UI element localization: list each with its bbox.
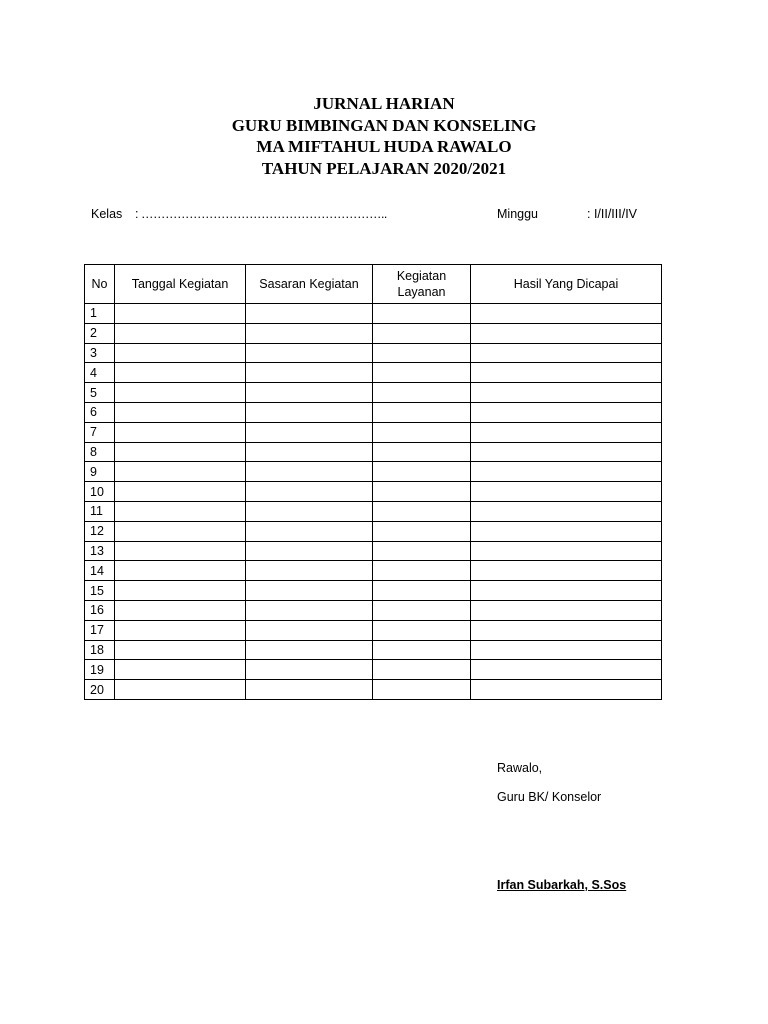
kegiatan-cell	[373, 600, 471, 620]
hasil-cell	[471, 383, 662, 403]
row-number: 20	[85, 680, 115, 700]
title-line-3: MA MIFTAHUL HUDA RAWALO	[256, 137, 512, 156]
sasaran-cell	[246, 383, 373, 403]
title-line-2: GURU BIMBINGAN DAN KONSELING	[231, 115, 537, 135]
hasil-cell	[471, 501, 662, 521]
kegiatan-cell	[373, 660, 471, 680]
sasaran-cell	[246, 304, 373, 324]
header-kegiatan-layanan	[373, 265, 471, 304]
row-number: 11	[85, 501, 115, 521]
journal-body	[85, 304, 662, 700]
table-row	[85, 680, 662, 700]
sasaran-cell	[246, 620, 373, 640]
row-number: 12	[85, 521, 115, 541]
tanggal-cell	[115, 442, 246, 462]
row-number: 16	[85, 600, 115, 620]
row-number: 2	[85, 323, 115, 343]
table-row	[85, 462, 662, 482]
kegiatan-cell	[373, 323, 471, 343]
tanggal-cell	[115, 462, 246, 482]
hasil-cell	[471, 363, 662, 383]
sasaran-cell	[246, 680, 373, 700]
hasil-cell	[471, 422, 662, 442]
sasaran-cell	[246, 660, 373, 680]
table-row	[85, 600, 662, 620]
hasil-cell	[471, 541, 662, 561]
hasil-cell	[471, 462, 662, 482]
hasil-cell	[471, 620, 662, 640]
tanggal-cell	[115, 383, 246, 403]
kegiatan-cell	[373, 541, 471, 561]
hasil-cell	[471, 581, 662, 601]
sasaran-cell	[246, 482, 373, 502]
kegiatan-cell	[373, 304, 471, 324]
table-row	[85, 620, 662, 640]
title-line-1: JURNAL HARIAN	[313, 94, 455, 113]
kegiatan-cell	[373, 680, 471, 700]
table-row	[85, 581, 662, 601]
kegiatan-cell	[373, 363, 471, 383]
row-number: 4	[85, 363, 115, 383]
hasil-cell	[471, 343, 662, 363]
sasaran-cell	[246, 462, 373, 482]
tanggal-cell	[115, 640, 246, 660]
header-kegiatan-line2: Layanan	[397, 285, 446, 299]
kegiatan-cell	[373, 383, 471, 403]
header-hasil-yang-dicapai: Hasil Yang Dicapai	[471, 265, 662, 304]
journal-table	[84, 264, 662, 700]
sasaran-cell	[246, 581, 373, 601]
table-row	[85, 521, 662, 541]
sasaran-cell	[246, 501, 373, 521]
table-row	[85, 422, 662, 442]
kegiatan-cell	[373, 620, 471, 640]
table-row	[85, 541, 662, 561]
hasil-cell	[471, 600, 662, 620]
row-number: 6	[85, 402, 115, 422]
hasil-cell	[471, 640, 662, 660]
kegiatan-cell	[373, 640, 471, 660]
tanggal-cell	[115, 323, 246, 343]
table-row	[85, 304, 662, 324]
tanggal-cell	[115, 304, 246, 324]
minggu-label: Minggu	[497, 207, 538, 221]
table-row	[85, 343, 662, 363]
tanggal-cell	[115, 422, 246, 442]
row-number: 19	[85, 660, 115, 680]
kegiatan-cell	[373, 402, 471, 422]
table-row	[85, 383, 662, 403]
kelas-label: Kelas	[91, 207, 123, 221]
tanggal-cell	[115, 343, 246, 363]
row-number: 10	[85, 482, 115, 502]
kegiatan-cell	[373, 561, 471, 581]
kegiatan-cell	[373, 442, 471, 462]
tanggal-cell	[115, 541, 246, 561]
sasaran-cell	[246, 363, 373, 383]
tanggal-cell	[115, 561, 246, 581]
row-number: 14	[85, 561, 115, 581]
sasaran-cell	[246, 561, 373, 581]
tanggal-cell	[115, 680, 246, 700]
row-number: 15	[85, 581, 115, 601]
document-title	[0, 93, 768, 179]
kegiatan-cell	[373, 581, 471, 601]
sasaran-cell	[246, 600, 373, 620]
table-row	[85, 561, 662, 581]
row-number: 3	[85, 343, 115, 363]
kegiatan-cell	[373, 462, 471, 482]
sasaran-cell	[246, 640, 373, 660]
kegiatan-cell	[373, 343, 471, 363]
table-row	[85, 660, 662, 680]
sasaran-cell	[246, 541, 373, 561]
header-no: No	[85, 265, 115, 304]
tanggal-cell	[115, 600, 246, 620]
hasil-cell	[471, 482, 662, 502]
hasil-cell	[471, 304, 662, 324]
row-number: 17	[85, 620, 115, 640]
tanggal-cell	[115, 620, 246, 640]
hasil-cell	[471, 442, 662, 462]
header-kegiatan-line1: Kegiatan	[396, 269, 447, 283]
hasil-cell	[471, 521, 662, 541]
row-number: 9	[85, 462, 115, 482]
row-number: 7	[85, 422, 115, 442]
hasil-cell	[471, 323, 662, 343]
tanggal-cell	[115, 521, 246, 541]
row-number: 5	[85, 383, 115, 403]
row-number: 1	[85, 304, 115, 324]
tanggal-cell	[115, 660, 246, 680]
sasaran-cell	[246, 402, 373, 422]
kegiatan-cell	[373, 482, 471, 502]
hasil-cell	[471, 561, 662, 581]
signature-name: Irfan Subarkah, S.Sos	[497, 878, 627, 892]
tanggal-cell	[115, 363, 246, 383]
kegiatan-cell	[373, 521, 471, 541]
tanggal-cell	[115, 402, 246, 422]
signature-role: Guru BK/ Konselor	[497, 790, 602, 804]
table-row	[85, 363, 662, 383]
row-number: 18	[85, 640, 115, 660]
header-sasaran-kegiatan: Sasaran Kegiatan	[246, 265, 373, 304]
row-number: 8	[85, 442, 115, 462]
tanggal-cell	[115, 482, 246, 502]
title-line-4: TAHUN PELAJARAN 2020/2021	[261, 158, 507, 178]
tanggal-cell	[115, 501, 246, 521]
table-header-row	[85, 265, 662, 304]
kelas-value: : ……………………………………………………..	[135, 207, 387, 221]
table-row	[85, 501, 662, 521]
sasaran-cell	[246, 442, 373, 462]
hasil-cell	[471, 402, 662, 422]
sasaran-cell	[246, 422, 373, 442]
minggu-value: : I/II/III/IV	[587, 207, 638, 221]
tanggal-cell	[115, 581, 246, 601]
kegiatan-cell	[373, 422, 471, 442]
table-row	[85, 323, 662, 343]
header-tanggal-kegiatan: Tanggal Kegiatan	[115, 265, 246, 304]
sasaran-cell	[246, 343, 373, 363]
table-row	[85, 640, 662, 660]
kegiatan-cell	[373, 501, 471, 521]
signature-place: Rawalo,	[497, 761, 543, 775]
sasaran-cell	[246, 521, 373, 541]
table-row	[85, 442, 662, 462]
row-number: 13	[85, 541, 115, 561]
table-row	[85, 482, 662, 502]
sasaran-cell	[246, 323, 373, 343]
hasil-cell	[471, 660, 662, 680]
table-row	[85, 402, 662, 422]
hasil-cell	[471, 680, 662, 700]
